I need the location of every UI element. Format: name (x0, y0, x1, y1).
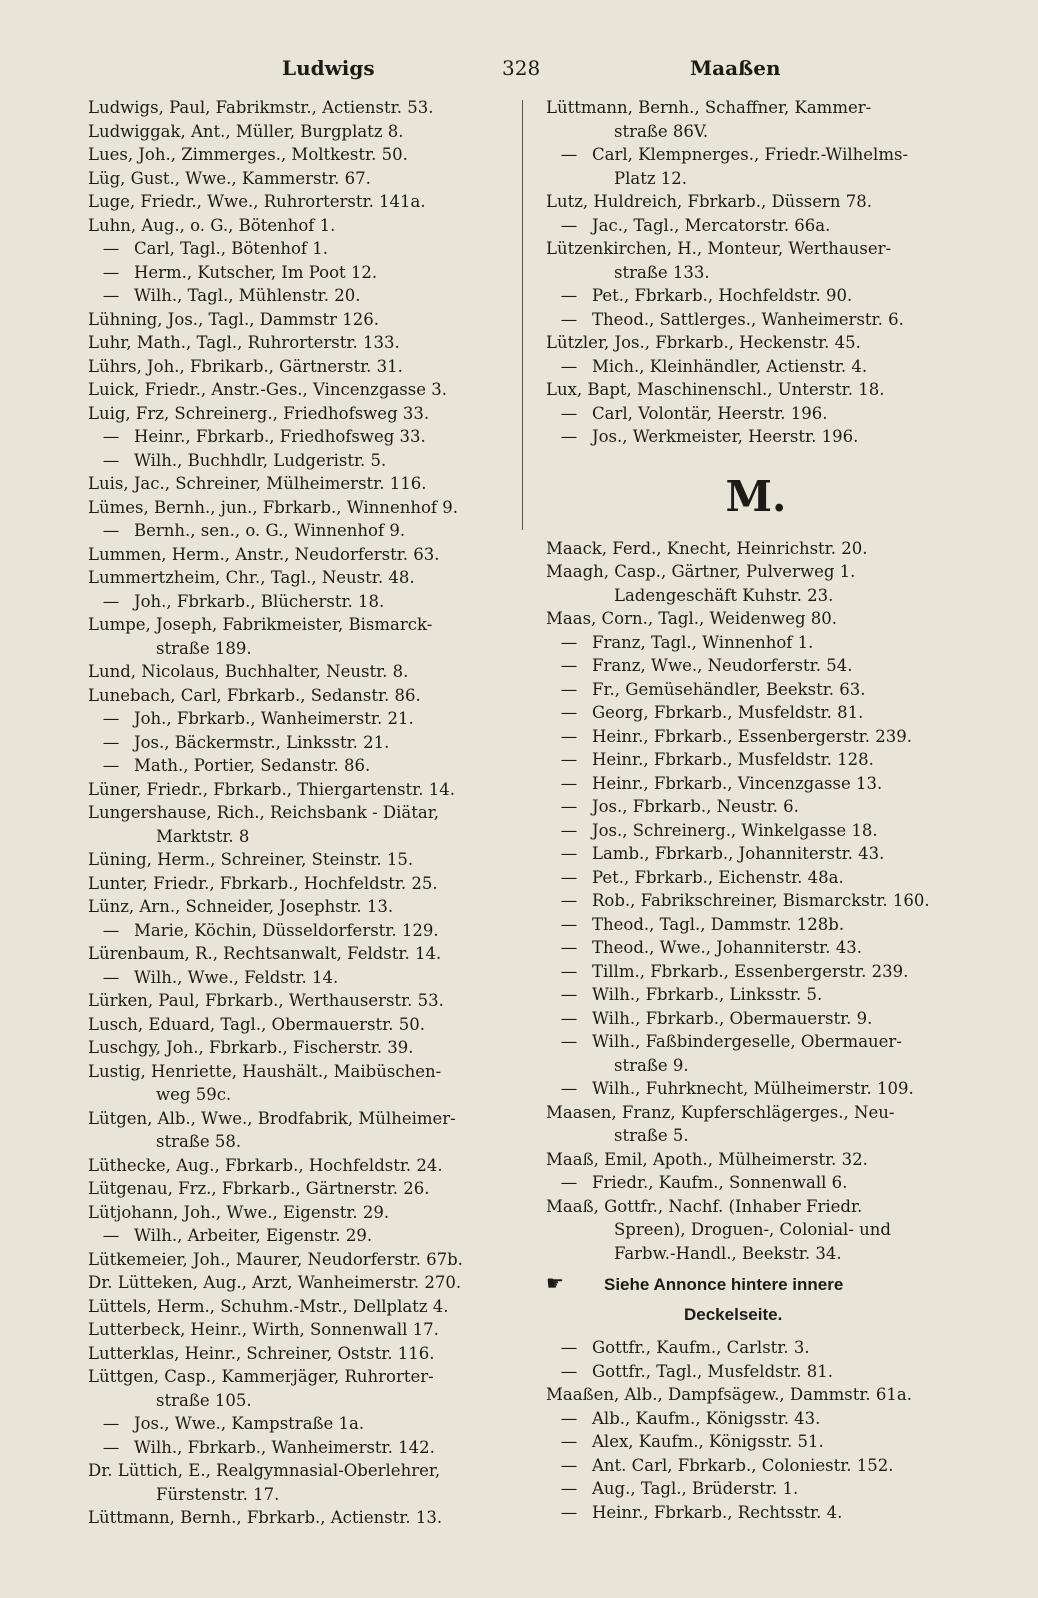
entry-continuation: Spreen), Droguen-, Colonial- und (614, 1220, 891, 1239)
entry-text: Rob., Fabrikschreiner, Bismarckstr. 160. (592, 891, 930, 910)
entry-text: Pet., Fbrkarb., Hochfeldstr. 90. (592, 286, 853, 305)
directory-entry (546, 1360, 966, 1384)
directory-entry (88, 660, 508, 684)
directory-entry (88, 1459, 508, 1483)
entry-text: Heinr., Fbrkarb., Musfeldstr. 128. (592, 750, 874, 769)
entry-text: Gottfr., Tagl., Musfeldstr. 81. (592, 1361, 834, 1381)
entry-text: Lutterklas, Heinr., Schreiner, Oststr. 116. (88, 1343, 435, 1363)
directory-entry (546, 983, 966, 1007)
ditto-dash: — (560, 914, 578, 934)
ditto-dash: — (102, 709, 120, 728)
directory-entry (546, 214, 966, 238)
directory-entry (88, 942, 508, 966)
ditto-dash: — (102, 239, 120, 258)
directory-entry (88, 261, 508, 285)
entry-text: Friedr., Kaufm., Sonnenwall 6. (592, 1173, 848, 1192)
entry-text: Carl, Tagl., Bötenhof 1. (134, 239, 328, 258)
entry-text: Lüg, Gust., Wwe., Kammerstr. 67. (88, 168, 371, 188)
ditto-dash: — (560, 656, 578, 675)
left-column (88, 96, 508, 1530)
ditto-dash: — (560, 632, 578, 652)
entry-text: Pet., Fbrkarb., Eichenstr. 48a. (592, 867, 844, 887)
entry-continuation: straße 105. (156, 1390, 252, 1410)
notice-line-2: Deckelseite. (684, 1305, 783, 1324)
directory-entry (88, 872, 508, 896)
directory-entry (546, 560, 966, 584)
directory-entry (546, 1430, 966, 1454)
directory-entry (88, 425, 508, 449)
entry-text: Lührs, Joh., Fbrikarb., Gärtnerstr. 31. (88, 356, 403, 376)
ditto-dash: — (102, 920, 120, 940)
entry-text: Luhr, Math., Tagl., Ruhrorterstr. 133. (88, 333, 400, 352)
pointing-hand-icon: ☛ (546, 1273, 564, 1295)
directory-entry (546, 1007, 966, 1031)
entry-text: Heinr., Fbrkarb., Rechtsstr. 4. (592, 1502, 843, 1522)
entry-text: Lunebach, Carl, Fbrkarb., Sedanstr. 86. (88, 685, 421, 705)
entry-text: Lund, Nicolaus, Buchhalter, Neustr. 8. (88, 662, 409, 681)
entry-text: Wilh., Fbrkarb., Wanheimerstr. 142. (134, 1437, 435, 1457)
entry-text: Lummertzheim, Chr., Tagl., Neustr. 48. (88, 568, 415, 587)
entry-text: Wilh., Fuhrknecht, Mülheimerstr. 109. (592, 1079, 914, 1098)
right-column-entries-maassen (546, 1336, 966, 1524)
ditto-dash: — (560, 1408, 578, 1428)
entry-text: Wilh., Fbrkarb., Linksstr. 5. (592, 985, 823, 1004)
ditto-dash: — (560, 1338, 578, 1357)
entry-text: Luschgy, Joh., Fbrkarb., Fischerstr. 39. (88, 1038, 414, 1057)
directory-entry (88, 1365, 508, 1389)
entry-continuation: Platz 12. (614, 168, 688, 188)
entry-text: Heinr., Fbrkarb., Friedhofsweg 33. (134, 427, 426, 446)
directory-entry (88, 1107, 508, 1131)
entry-text: Lüttmann, Bernh., Schaffner, Kammer- (546, 98, 872, 117)
ditto-dash: — (560, 985, 578, 1004)
ditto-dash: — (560, 403, 578, 423)
entry-text: Maas, Corn., Tagl., Weidenweg 80. (546, 609, 838, 628)
directory-entry (88, 613, 508, 637)
directory-entry (546, 1454, 966, 1478)
ditto-dash: — (560, 844, 578, 863)
ditto-dash: — (560, 703, 578, 722)
entry-text: Theod., Wwe., Johanniterstr. 43. (592, 938, 862, 957)
entry-text: Lünz, Arn., Schneider, Josephstr. 13. (88, 897, 394, 916)
ditto-dash: — (560, 1502, 578, 1522)
entry-text: Fr., Gemüsehändler, Beekstr. 63. (592, 679, 866, 699)
entry-text: Lütkemeier, Joh., Maurer, Neudorferstr. 67b. (88, 1249, 463, 1269)
directory-entry (88, 1271, 508, 1295)
directory-entry (88, 449, 508, 473)
page-header (90, 46, 950, 86)
entry-text: Lüthecke, Aug., Fbrkarb., Hochfeldstr. 24. (88, 1155, 443, 1175)
entry-text: Lürken, Paul, Fbrkarb., Werthauserstr. 53. (88, 991, 444, 1010)
entry-text: Lungershause, Rich., Reichsbank - Diätar, (88, 803, 440, 822)
ditto-dash: — (560, 938, 578, 957)
entry-text: Alex, Kaufm., Königsstr. 51. (592, 1432, 824, 1451)
directory-entry (88, 1412, 508, 1436)
entry-continuation: straße 133. (614, 262, 710, 282)
directory-entry (88, 1295, 508, 1319)
directory-entry (88, 895, 508, 919)
directory-entry (88, 801, 508, 825)
directory-entry (88, 1506, 508, 1530)
directory-entry (88, 919, 508, 943)
column-divider (522, 100, 523, 530)
entry-text: Lustig, Henriette, Haushält., Maibüschen- (88, 1061, 442, 1081)
notice-line-1: Siehe Annonce hintere innere (604, 1275, 844, 1294)
directory-entry (88, 707, 508, 731)
entry-text: Wilh., Tagl., Mühlenstr. 20. (134, 286, 361, 305)
entry-text: Lütjohann, Joh., Wwe., Eigenstr. 29. (88, 1202, 390, 1222)
directory-entry (546, 913, 966, 937)
entry-text: Wilh., Buchhdlr, Ludgeristr. 5. (134, 450, 387, 470)
directory-entry (88, 1318, 508, 1342)
directory-entry (88, 472, 508, 496)
ditto-dash: — (560, 427, 578, 446)
directory-entry (546, 143, 966, 167)
entry-text: Carl, Volontär, Heerstr. 196. (592, 403, 828, 423)
ditto-dash: — (560, 820, 578, 840)
entry-text: Jos., Werkmeister, Heerstr. 196. (592, 427, 859, 446)
entry-text: Jos., Wwe., Kampstraße 1a. (134, 1414, 365, 1433)
directory-entry (546, 308, 966, 332)
entry-text: Lütgenau, Frz., Fbrkarb., Gärtnerstr. 26. (88, 1179, 430, 1198)
entry-continuation: straße 189. (156, 638, 252, 658)
entry-text: Lusch, Eduard, Tagl., Obermauerstr. 50. (88, 1014, 425, 1034)
ditto-dash: — (102, 756, 120, 775)
directory-entry (88, 1154, 508, 1178)
entry-text: Lux, Bapt, Maschinenschl., Unterstr. 18. (546, 380, 885, 399)
directory-entry (88, 1013, 508, 1037)
ditto-dash: — (560, 1432, 578, 1451)
entry-text: Alb., Kaufm., Königsstr. 43. (592, 1408, 821, 1428)
entry-text: Gottfr., Kaufm., Carlstr. 3. (592, 1338, 810, 1357)
directory-entry (88, 1248, 508, 1272)
directory-entry (546, 378, 966, 402)
ditto-dash: — (560, 309, 578, 329)
directory-entry (546, 1477, 966, 1501)
directory-entry (88, 120, 508, 144)
directory-entry (546, 936, 966, 960)
directory-entry (546, 1030, 966, 1054)
entry-text: Lühning, Jos., Tagl., Dammstr 126. (88, 309, 380, 329)
entry-text: Lützenkirchen, H., Monteur, Werthauser- (546, 239, 892, 258)
directory-entry (546, 795, 966, 819)
ditto-dash: — (560, 215, 578, 235)
directory-entry (88, 1342, 508, 1366)
ditto-dash: — (560, 1079, 578, 1098)
entry-text: Lüning, Herm., Schreiner, Steinstr. 15. (88, 850, 414, 869)
ditto-dash: — (560, 356, 578, 376)
entry-text: Maaß, Emil, Apoth., Mülheimerstr. 32. (546, 1149, 868, 1169)
directory-entry (88, 989, 508, 1013)
ditto-dash: — (560, 1479, 578, 1498)
directory-entry (88, 331, 508, 355)
ditto-dash: — (560, 1455, 578, 1475)
directory-entry (546, 537, 966, 561)
ditto-dash: — (560, 286, 578, 305)
directory-entry (88, 731, 508, 755)
ditto-dash: — (102, 732, 120, 752)
entry-text: Heinr., Fbrkarb., Vincenzgasse 13. (592, 773, 883, 793)
directory-entry (546, 725, 966, 749)
directory-entry (546, 819, 966, 843)
entry-text: Bernh., sen., o. G., Winnenhof 9. (134, 521, 406, 540)
ditto-dash: — (102, 427, 120, 446)
directory-entry (88, 96, 508, 120)
entry-text: Maaß, Gottfr., Nachf. (Inhaber Friedr. (546, 1196, 863, 1216)
directory-entry (546, 701, 966, 725)
entry-continuation: straße 86V. (614, 121, 709, 141)
entry-text: Lutz, Huldreich, Fbrkarb., Düssern 78. (546, 192, 873, 211)
entry-text: Lümes, Bernh., jun., Fbrkarb., Winnenhof 9. (88, 497, 458, 517)
ditto-dash: — (560, 773, 578, 793)
entry-text: Lüttgen, Casp., Kammerjäger, Ruhrorter- (88, 1367, 434, 1386)
entry-text: Joh., Fbrkarb., Blücherstr. 18. (134, 591, 385, 611)
directory-entry (88, 237, 508, 261)
directory-entry (88, 1201, 508, 1225)
entry-text: Ludwiggak, Ant., Müller, Burgplatz 8. (88, 121, 404, 141)
entry-text: Maack, Ferd., Knecht, Heinrichstr. 20. (546, 538, 868, 558)
entry-text: Ant. Carl, Fbrkarb., Coloniestr. 152. (592, 1455, 894, 1475)
directory-entry (546, 1077, 966, 1101)
directory-entry (546, 1407, 966, 1431)
directory-entry (546, 678, 966, 702)
directory-entry (88, 190, 508, 214)
entry-continuation: Farbw.-Handl., Beekstr. 34. (614, 1243, 842, 1263)
entry-text: Maagh, Casp., Gärtner, Pulverweg 1. (546, 562, 856, 581)
directory-entry (546, 1101, 966, 1125)
ditto-dash: — (560, 726, 578, 746)
entry-text: Wilh., Arbeiter, Eigenstr. 29. (134, 1226, 373, 1245)
entry-text: Wilh., Faßbindergeselle, Obermauer- (592, 1032, 902, 1051)
entry-text: Franz, Tagl., Winnenhof 1. (592, 632, 814, 652)
entry-text: Georg, Fbrkarb., Musfeldstr. 81. (592, 703, 864, 722)
directory-entry (546, 889, 966, 913)
directory-entry (88, 402, 508, 426)
directory-entry (88, 519, 508, 543)
directory-entry (88, 378, 508, 402)
ditto-dash: — (560, 145, 578, 164)
ditto-dash: — (102, 967, 120, 987)
ditto-dash: — (102, 1226, 120, 1245)
entry-text: Luge, Friedr., Wwe., Ruhrorterstr. 141a. (88, 192, 426, 211)
entry-text: Carl, Klempnerges., Friedr.-Wilhelms- (592, 145, 909, 164)
directory-entry (546, 842, 966, 866)
entry-text: Lüttels, Herm., Schuhm.-Mstr., Dellplatz 4. (88, 1296, 449, 1316)
entry-text: Luhn, Aug., o. G., Bötenhof 1. (88, 215, 336, 235)
directory-entry (546, 402, 966, 426)
directory-entry (546, 190, 966, 214)
entry-text: Mich., Kleinhändler, Actienstr. 4. (592, 356, 868, 376)
right-column-entries-l (546, 96, 966, 449)
ditto-dash: — (560, 1173, 578, 1192)
ditto-dash: — (102, 1437, 120, 1457)
entry-text: Lunter, Friedr., Fbrkarb., Hochfeldstr. 25. (88, 873, 438, 893)
entry-text: Lüner, Friedr., Fbrkarb., Thiergartenstr. 14. (88, 779, 455, 799)
ditto-dash: — (560, 867, 578, 887)
directory-entry (88, 684, 508, 708)
ditto-dash: — (102, 1414, 120, 1433)
directory-entry (88, 778, 508, 802)
directory-entry (88, 1436, 508, 1460)
entry-continuation: straße 58. (156, 1132, 242, 1151)
ditto-dash: — (560, 797, 578, 816)
right-column-entries-m (546, 537, 966, 1266)
directory-entry (546, 654, 966, 678)
directory-entry (88, 1224, 508, 1248)
directory-entry (546, 331, 966, 355)
directory-entry (88, 543, 508, 567)
header-left-keyword: Ludwigs (282, 56, 375, 80)
entry-text: Dr. Lüttich, E., Realgymnasial-Oberlehrer, (88, 1461, 441, 1480)
entry-continuation: Marktstr. 8 (156, 826, 250, 846)
directory-entry (88, 1177, 508, 1201)
entry-text: Maasen, Franz, Kupferschlägerges., Neu- (546, 1102, 895, 1122)
entry-continuation: straße 9. (614, 1055, 689, 1075)
ditto-dash: — (102, 521, 120, 540)
entry-text: Lummen, Herm., Anstr., Neudorferstr. 63. (88, 544, 440, 564)
directory-entry (88, 355, 508, 379)
entry-text: Lützler, Jos., Fbrkarb., Heckenstr. 45. (546, 333, 861, 352)
directory-entry (546, 631, 966, 655)
directory-entry (546, 1171, 966, 1195)
directory-entry (546, 1383, 966, 1407)
directory-entry (88, 590, 508, 614)
directory-entry (546, 237, 966, 261)
directory-entry (546, 748, 966, 772)
directory-entry (546, 960, 966, 984)
directory-entry (546, 96, 966, 120)
entry-text: Wilh., Fbrkarb., Obermauerstr. 9. (592, 1008, 873, 1028)
directory-entry (546, 1195, 966, 1219)
entry-continuation: straße 5. (614, 1126, 689, 1145)
directory-entry (88, 1060, 508, 1084)
entry-text: Luick, Friedr., Anstr.-Ges., Vincenzgasse 3. (88, 380, 447, 399)
entry-text: Lumpe, Joseph, Fabrikmeister, Bismarck- (88, 615, 433, 634)
directory-entry (88, 754, 508, 778)
entry-text: Jos., Bäckermstr., Linksstr. 21. (134, 732, 390, 752)
entry-text: Theod., Sattlerges., Wanheimerstr. 6. (592, 309, 904, 329)
ditto-dash: — (560, 679, 578, 699)
entry-text: Jac., Tagl., Mercatorstr. 66a. (592, 215, 831, 235)
right-column (546, 96, 966, 1524)
ditto-dash: — (560, 1032, 578, 1051)
entry-text: Jos., Fbrkarb., Neustr. 6. (592, 797, 799, 816)
directory-entry (88, 167, 508, 191)
entry-continuation: weg 59c. (156, 1085, 232, 1104)
ditto-dash: — (102, 450, 120, 470)
ditto-dash: — (102, 262, 120, 282)
directory-entry (546, 355, 966, 379)
directory-entry (546, 772, 966, 796)
directory-entry (88, 143, 508, 167)
advertisement-notice (546, 1269, 966, 1330)
ditto-dash: — (102, 286, 120, 305)
entry-text: Lüttmann, Bernh., Fbrkarb., Actienstr. 13. (88, 1508, 443, 1527)
entry-text: Lürenbaum, R., Rechtsanwalt, Feldstr. 14. (88, 944, 442, 963)
entry-text: Math., Portier, Sedanstr. 86. (134, 756, 371, 775)
ditto-dash: — (560, 961, 578, 981)
entry-text: Jos., Schreinerg., Winkelgasse 18. (592, 820, 878, 840)
directory-entry (546, 1148, 966, 1172)
directory-entry (88, 566, 508, 590)
directory-entry (88, 1036, 508, 1060)
entry-text: Marie, Köchin, Düsseldorferstr. 129. (134, 920, 439, 940)
directory-entry (88, 848, 508, 872)
entry-continuation: Ladengeschäft Kuhstr. 23. (614, 585, 834, 605)
section-letter: M. (725, 471, 787, 521)
directory-entry (546, 607, 966, 631)
entry-text: Heinr., Fbrkarb., Essenbergerstr. 239. (592, 726, 912, 746)
directory-entry (546, 425, 966, 449)
entry-text: Wilh., Wwe., Feldstr. 14. (134, 967, 339, 987)
directory-entry (88, 214, 508, 238)
entry-text: Luis, Jac., Schreiner, Mülheimerstr. 116. (88, 474, 427, 493)
ditto-dash: — (560, 1361, 578, 1381)
entry-text: Theod., Tagl., Dammstr. 128b. (592, 914, 845, 934)
ditto-dash: — (560, 750, 578, 769)
directory-entry (88, 284, 508, 308)
entry-continuation: Fürstenstr. 17. (156, 1484, 280, 1504)
directory-entry (546, 1501, 966, 1525)
entry-text: Luig, Frz, Schreinerg., Friedhofsweg 33. (88, 403, 430, 423)
entry-text: Joh., Fbrkarb., Wanheimerstr. 21. (134, 709, 414, 728)
entry-text: Lütgen, Alb., Wwe., Brodfabrik, Mülheimer- (88, 1108, 456, 1128)
header-right-keyword: Maaßen (690, 56, 781, 80)
entry-text: Lutterbeck, Heinr., Wirth, Sonnenwall 17. (88, 1320, 439, 1339)
entry-text: Lamb., Fbrkarb., Johanniterstr. 43. (592, 844, 885, 863)
page-number: 328 (502, 56, 541, 80)
directory-entry (546, 284, 966, 308)
entry-text: Herm., Kutscher, Im Poot 12. (134, 262, 378, 282)
directory-entry (546, 1336, 966, 1360)
entry-text: Ludwigs, Paul, Fabrikmstr., Actienstr. 53. (88, 98, 434, 117)
entry-text: Lues, Joh., Zimmerges., Moltkestr. 50. (88, 145, 408, 164)
ditto-dash: — (560, 1008, 578, 1028)
directory-entry (88, 966, 508, 990)
ditto-dash: — (102, 591, 120, 611)
entry-text: Aug., Tagl., Brüderstr. 1. (592, 1479, 799, 1498)
entry-text: Franz, Wwe., Neudorferstr. 54. (592, 656, 853, 675)
ditto-dash: — (560, 891, 578, 910)
entry-text: Dr. Lütteken, Aug., Arzt, Wanheimerstr. 270. (88, 1273, 462, 1292)
entry-text: Tillm., Fbrkarb., Essenbergerstr. 239. (592, 961, 909, 981)
entry-text: Maaßen, Alb., Dampfsägew., Dammstr. 61a. (546, 1385, 912, 1404)
directory-entry (88, 496, 508, 520)
directory-entry (546, 866, 966, 890)
directory-entry (88, 308, 508, 332)
